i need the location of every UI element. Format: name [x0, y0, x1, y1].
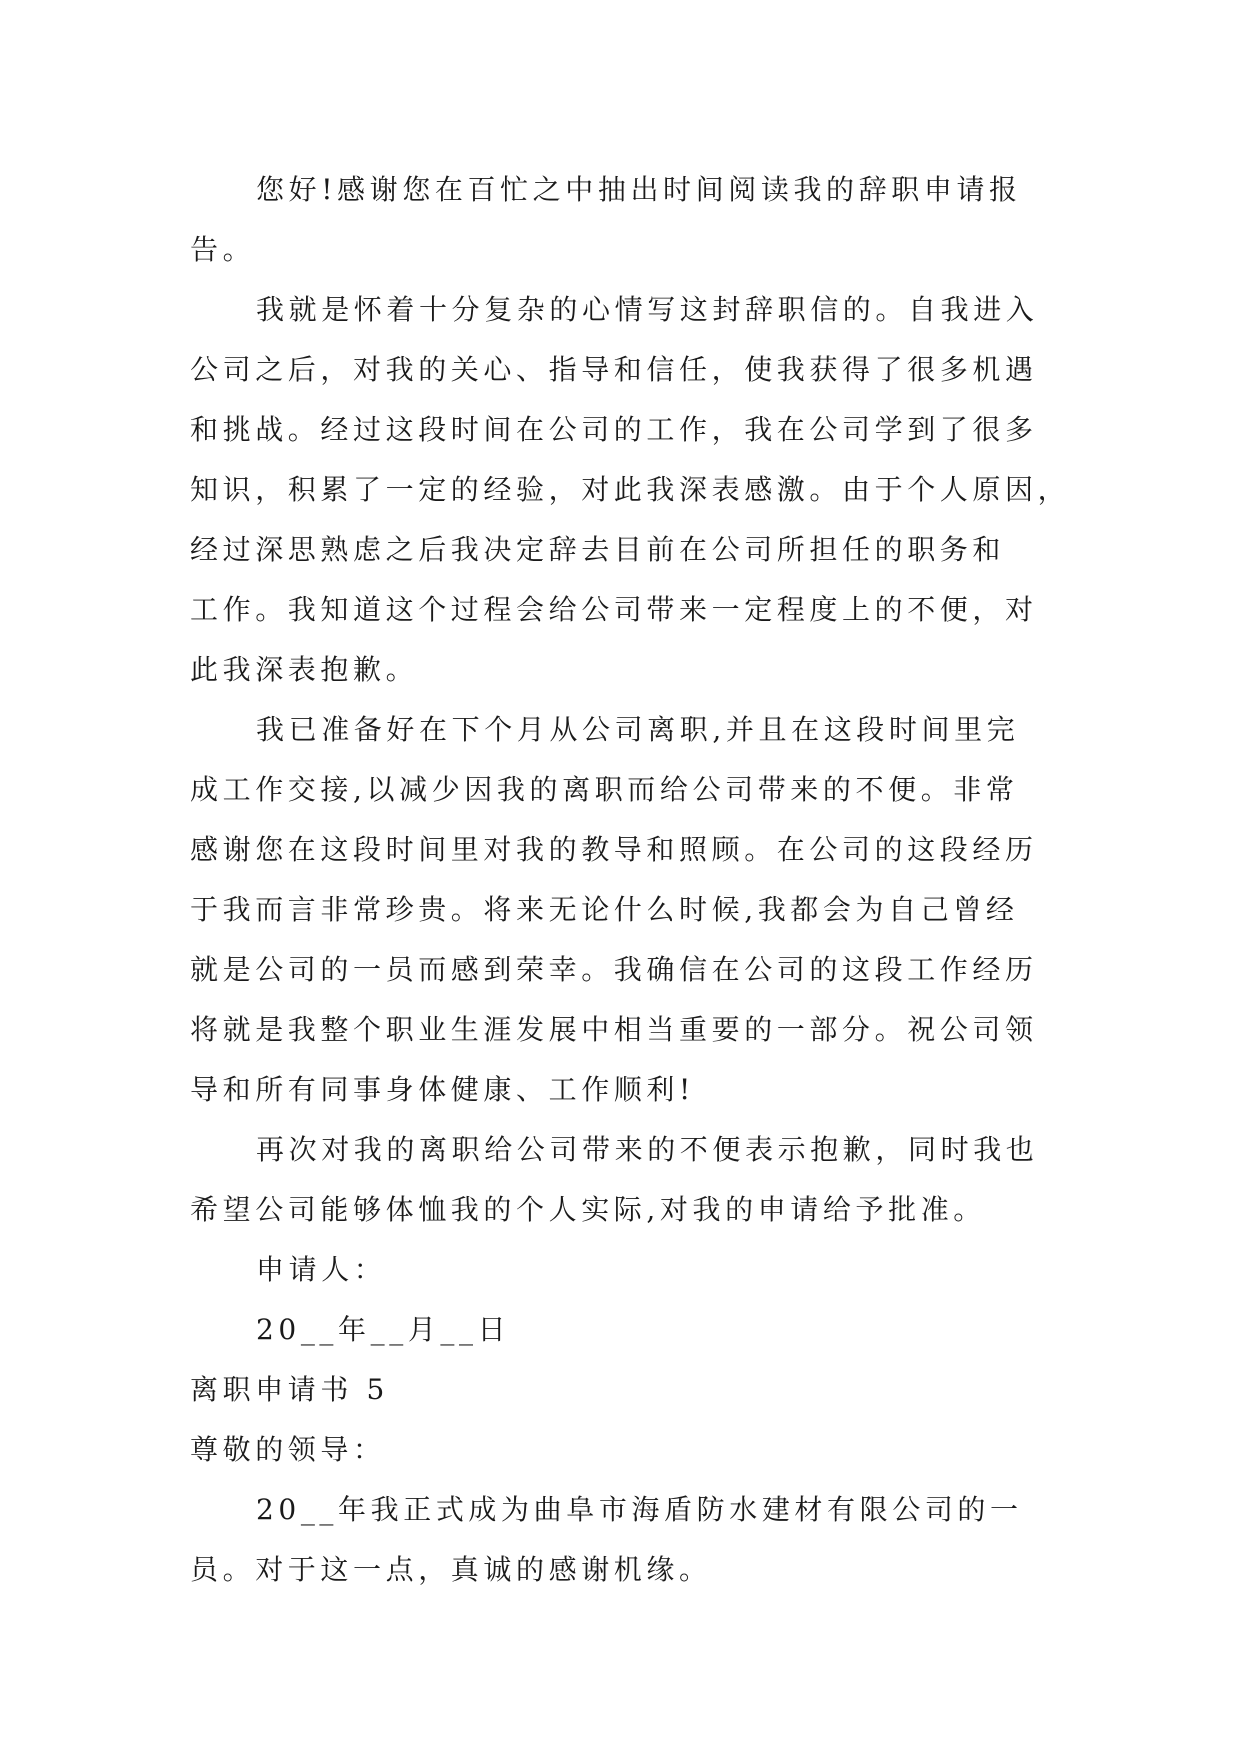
paragraph-handover-line-6: 将就是我整个职业生涯发展中相当重要的一部分。祝公司领 [190, 1013, 1038, 1046]
paragraph-intro-line-1: 20__年我正式成为曲阜市海盾防水建材有限公司的一 [256, 1493, 1023, 1526]
paragraph-handover-line-7: 导和所有同事身体健康、工作顺利! [190, 1073, 695, 1106]
paragraph-handover-line-3: 感谢您在这段时间里对我的教导和照顾。在公司的这段经历 [190, 833, 1038, 866]
paragraph-reason-line-2: 公司之后，对我的关心、指导和信任，使我获得了很多机遇 [190, 353, 1038, 386]
paragraph-handover-line-1: 我已准备好在下个月从公司离职,并且在这段时间里完 [256, 713, 1020, 746]
paragraph-intro-line-2: 员。对于这一点，真诚的感谢机缘。 [190, 1553, 712, 1586]
paragraph-handover-line-4: 于我而言非常珍贵。将来无论什么时候,我都会为自己曾经 [190, 893, 1019, 926]
paragraph-reason-line-4: 知识，积累了一定的经验，对此我深表感激。由于个人原因， [190, 473, 1071, 506]
paragraph-handover-line-2: 成工作交接,以减少因我的离职而给公司带来的不便。非常 [190, 773, 1019, 806]
paragraph-handover-line-5: 就是公司的一员而感到荣幸。我确信在公司的这段工作经历 [190, 953, 1038, 986]
salutation: 尊敬的领导： [190, 1433, 386, 1466]
paragraph-reason-line-1: 我就是怀着十分复杂的心情写这封辞职信的。自我进入 [256, 293, 1039, 326]
paragraph-greeting-line-2: 告。 [190, 233, 256, 266]
paragraph-reason-line-7: 此我深表抱歉。 [190, 653, 419, 686]
paragraph-reason-line-5: 经过深思熟虑之后我决定辞去目前在公司所担任的职务和 [190, 533, 1006, 566]
applicant-label: 申请人： [256, 1253, 387, 1286]
paragraph-apology-line-1: 再次对我的离职给公司带来的不便表示抱歉，同时我也 [256, 1133, 1039, 1166]
paragraph-reason-line-6: 工作。我知道这个过程会给公司带来一定程度上的不便，对 [190, 593, 1038, 626]
paragraph-apology-line-2: 希望公司能够体恤我的个人实际,对我的申请给予批准。 [190, 1193, 986, 1226]
date-line: 20__年__月__日 [256, 1313, 511, 1346]
paragraph-greeting-line-1: 您好!感谢您在百忙之中抽出时间阅读我的辞职申请报 [256, 173, 1022, 206]
section-heading: 离职申请书 5 [190, 1373, 389, 1406]
paragraph-reason-line-3: 和挑战。经过这段时间在公司的工作，我在公司学到了很多 [190, 413, 1038, 446]
